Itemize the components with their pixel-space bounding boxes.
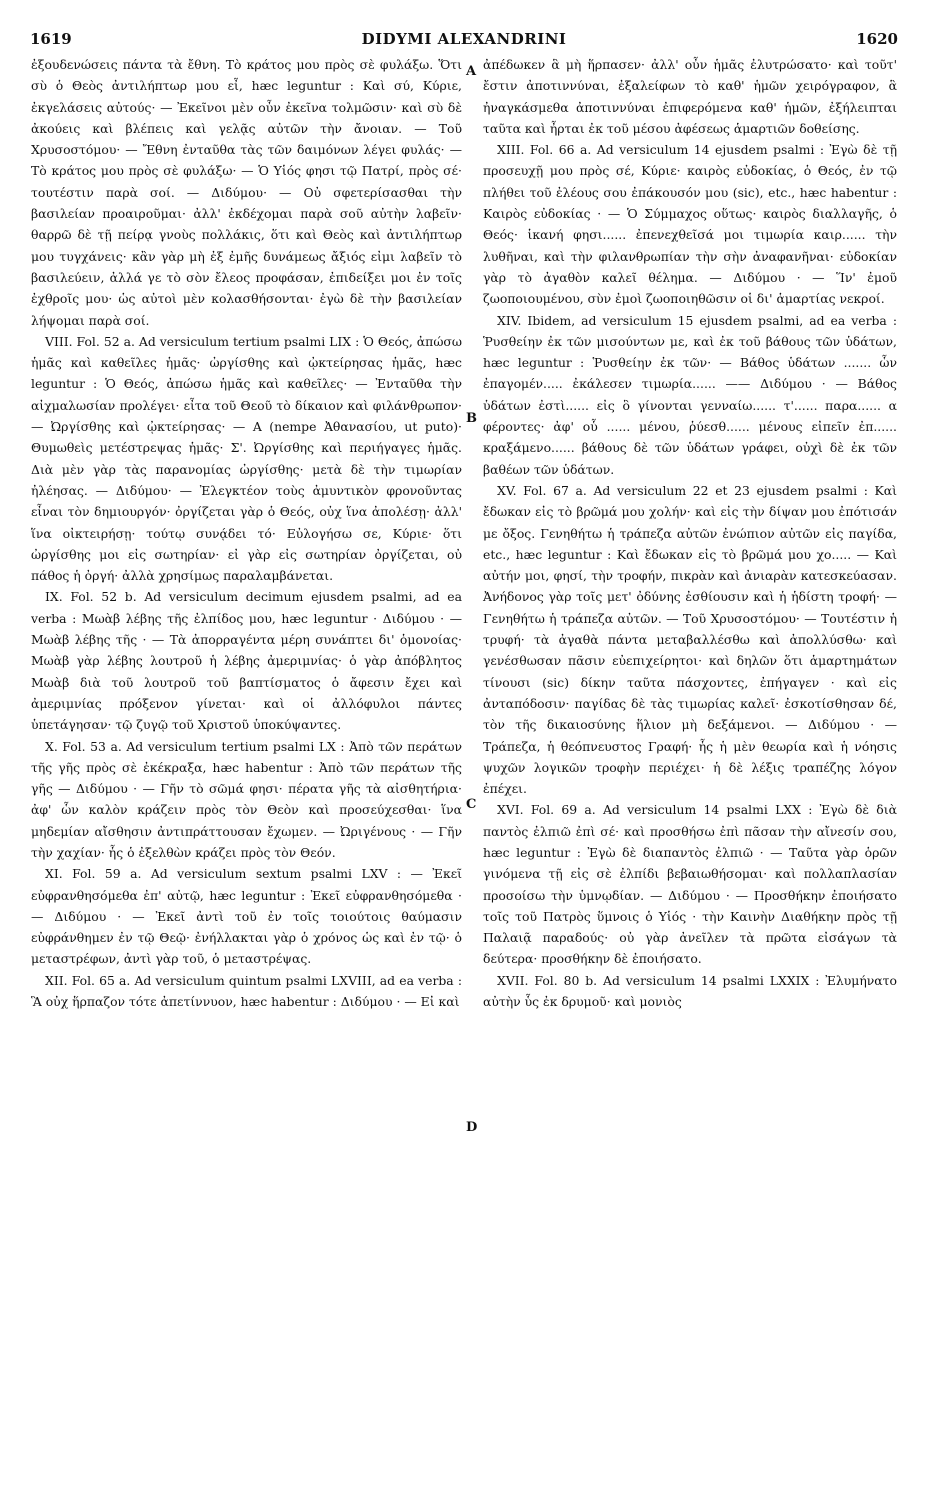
section-xi: XI. Fol. 59 a. Ad versiculum sextum psalmi LXV : — Ἐκεῖ εὐφρανθησόμεθα ἐπ' αὐτῷ, hæc leguntur : Ἐκεῖ εὐφρανθησόμεθα · — Διδύμου · — Ἐκεῖ ἀντὶ τοῦ ἐν τοῖς τοιούτοις θαύμασιν εὐφράνθημεν ἐν τῷ Θεῷ· ἐνήλλακται γὰρ ὁ χρόνος ὡς καὶ ἐν τῷ· ὁ μεταστρέφων, ἀντὶ γὰρ τοῦ, ὁ μεταστρέψας. <box>31 866 462 967</box>
margin-letter-c: C <box>466 797 477 812</box>
section-xiii: XIII. Fol. 66 a. Ad versiculum 14 ejusdem psalmi : Ἐγὼ δὲ τῇ προσευχῇ μου πρὸς σέ, Κύριε· καιρὸς εὐδοκίας, ὁ Θεός, ἐν τῷ πλήθει τοῦ ἐλέους σου ἐπάκουσόν μου (sic), etc., hæc habentur : Καιρὸς εὐδοκίας · — Ὁ Σύμμαχος οὕτως· καιρὸς διαλλαγῆς, ὁ Θεός· ἱκανή φησι...... ἐπενεχθεῖσά μοι τιμωρία καιρ...... τὴν λυθῆναι, καὶ τὴν φιλανθρωπίαν τὴν σὴν ἀναφανῆναι· εὐδοκίαν γὰρ τὸ ἀγαθὸν καλεῖ θέλημα. — Διδύμου · — Ἵν' ἐμοῦ ζωοποιουμένου, σὺν ἐμοὶ ζωοποιηθῶσιν οἱ δι' ἁμαρτίας νεκροί. <box>483 142 897 307</box>
section-ix: IX. Fol. 52 b. Ad versiculum decimum ejusdem psalmi, ad ea verba : Μωὰβ λέβης τῆς ἐλπίδος μου, hæc leguntur · Διδύμου · — Μωὰβ λέβης τῆς · — Τὰ ἀπορραγέντα μέρη συνάπτει δι' ὁμονοίας· Μωὰβ γὰρ λέβης λουτροῦ ἡ λέβης ἀμεριμνίας· ὁ γὰρ ἀπόβλητος Μωὰβ διὰ τοῦ λουτροῦ τοῦ βαπτίσματος ὁ ἄφεσιν ἔχει καὶ ἀμεριμνίας πρόξενον γίνεται· καὶ οἱ ἀλλόφυλοι πάντες ὑπετάγησαν· τῷ ζυγῷ τοῦ Χριστοῦ ὑποκύψαντες. <box>31 589 462 733</box>
text-paragraph: ἀπέδωκεν ἃ μὴ ἥρπασεν· ἀλλ' οὖν ἡμᾶς ἐλυτρώσατο· καὶ τοῦτ' ἔστιν ἀποτιννύναι, ἐξαλείφων τὸ καθ' ἡμῶν χειρόγραφον, ἃ ἠναγκάσμεθα ἀποτιννύναι ἐπιφερόμενα καθ' ἡμῶν, ἐξήλειπται ταῦτα καὶ ἦρται ἐκ τοῦ μέσου ἀφέσεως ἁμαρτιῶν δοθείσης. <box>483 57 897 136</box>
margin-letter-d: D <box>466 1120 478 1135</box>
running-title: DIDYMI ALEXANDRINI <box>361 30 567 48</box>
section-xii: XII. Fol. 65 a. Ad versiculum quintum psalmi LXVIII, ad ea verba : Ἃ οὐχ ἥρπαζον τότε ἀπετίννυον, hæc habentur : Διδύμου · — Εἰ καὶ <box>31 972 462 1010</box>
section-xv: XV. Fol. 67 a. Ad versiculum 22 et 23 ejusdem psalmi : Καὶ ἔδωκαν εἰς τὸ βρῶμά μου χολήν· καὶ εἰς τὴν δίψαν μου ἐπότισάν με ὄξος. Γενηθήτω ἡ τράπεζα αὐτῶν ἐνώπιον αὐτῶν εἰς παγίδα, etc., hæc leguntur : Καὶ ἔδωκαν εἰς τὸ βρῶμά μου χο..... — Καὶ αὐτήν μοι, φησί, τὴν τροφήν, πικρὰν καὶ ἀνιαρὰν κατεσκεύασαν. Ἀνήδονος γὰρ τοῖς μετ' ὀδύνης ἐσθίουσιν καὶ ἡ ἡδίστη τροφή· — Γενηθήτω ἡ τράπεζα αὐτῶν. — Τοῦ Χρυσοστόμου· — Τουτέστιν ἡ τρυφή· τὰ ἀγαθὰ πάντα μεταβαλλέσθω καὶ ἀπολλύσθω· καὶ γενέσθωσαν πᾶσιν εὐεπιχείρητοι· καὶ δηλῶν ὅτι ἁμαρτημάτων τίνουσι (sic) δίκην ταῦτα πάσχοντες, ἐπήγαγεν · καὶ εἰς ἀνταπόδοσιν· παγίδας δὲ τὰς τιμωρίας καλεῖ· ἐσκοτίσθησαν δέ, τὸν τῆς δικαιοσύνης ἥλιον μὴ δεξάμενοι. — Διδύμου · — Τράπεζα, ἡ θεόπνευστος Γραφή· ἧς ἡ μὲν θεωρία καὶ ἡ νόησις ψυχῶν λογικῶν τροφὴν περιέχει· ἡ δὲ λέξις τραπέζης λόγον ἐπέχει. <box>483 482 897 797</box>
margin-letter-b: B <box>466 411 477 426</box>
right-column <box>483 54 897 1012</box>
text-paragraph: ἐξουδενώσεις πάντα τὰ ἔθνη. Τὸ κράτος μου πρὸς σὲ φυλάξω. Ὅτι σὺ ὁ Θεὸς ἀντιλήπτωρ μου εἶ, hæc leguntur : Καὶ σύ, Κύριε, ἐκγελάσεις αὐτούς· — Ἐκεῖνοι μὲν οὖν ἐκεῖνα τολμῶσιν· καὶ σὺ δὲ ἀκούεις καὶ βλέπεις καὶ γελᾷς αὐτῶν τὴν ἄνοιαν. — Τοῦ Χρυσοστόμου· — Ἔθνη ἐνταῦθα τὰς τῶν δαιμόνων λέγει φυλάς· — Τὸ κράτος μου πρὸς σὲ φυλάξω· — Ὁ Υἱός φησι τῷ Πατρί, πρὸς σέ· τουτέστιν παρὰ σοί. — Διδύμου· — Οὐ σφετερίσασθαι τὴν βασιλείαν προαιροῦμαι· ἀλλ' ἐκδέχομαι παρὰ σοῦ αὐτὴν λαβεῖν· θαρρῶ δὲ τῇ πείρᾳ γνοὺς πολλάκις, ὅτι καὶ Θεὸς καὶ ἀντιλήπτωρ μου τυγχάνεις· κἂν γὰρ μὴ ἐξ ἐμῆς δυνάμεως ἄξιός εἰμι λαβεῖν τὸ βασιλεύειν, ἀλλά γε τὸ σὸν ἔλεος προφάσαν, ἐπιδείξει μοι ἐν τοῖς ἐχθροῖς μου· ὡς αὐτοὶ μὲν κολασθήσονται· ἐγὼ δὲ τὴν βασιλείαν λήψομαι παρὰ σοί. <box>31 57 462 328</box>
page-number-right: 1620 <box>856 30 898 48</box>
page-number-left: 1619 <box>30 30 72 48</box>
section-viii: VIII. Fol. 52 a. Ad versiculum tertium psalmi LIX : Ὁ Θεός, ἀπώσω ἡμᾶς καὶ καθεῖλες ἡμᾶς· ὠργίσθης καὶ ᾠκτείρησας ἡμᾶς, hæc leguntur : Ὁ Θεός, ἀπώσω ἡμᾶς καὶ καθεῖλες· — Ἐνταῦθα τὴν αἰχμαλωσίαν προλέγει· εἶτα τοῦ Θεοῦ τὸ δίκαιον καὶ φιλάνθρωπον· — Ὠργίσθης καὶ ᾠκτείρησας· — Α (nempe Ἀθανασίου, ut puto)· Θυμωθεὶς μετέστρεψας ἡμᾶς· Σ'. Ὠργίσθης καὶ περιήγαγες ἡμᾶς. Διὰ μὲν γὰρ τὰς παρανομίας ὠργίσθης· μετὰ δὲ τὴν τιμωρίαν ἠλέησας. — Διδύμου· — Ἐλεγκτέον τοὺς ἀμυντικὸν φρονοῦντας εἶναι τὸν δημιουργόν· ὀργίζεται γὰρ ὁ Θεός, οὐχ ἵνα ἀπολέσῃ· ἀλλ' ἵνα οἰκτειρήσῃ· τούτῳ συνᾴδει τό· Εὐλογήσω σε, Κύριε· ὅτι ὠργίσθης μοι εἰς σωτηρίαν· εἰ γὰρ εἰς σωτηρίαν ὀργίζεται, οὐ πάθος ἡ ὀργή· ἀλλὰ χρησίμως παραλαμβάνεται. <box>31 333 462 584</box>
section-x: X. Fol. 53 a. Ad versiculum tertium psalmi LX : Ἀπὸ τῶν περάτων τῆς γῆς πρὸς σὲ ἐκέκραξα, hæc habentur : Ἀπὸ τῶν περάτων τῆς γῆς — Διδύμου · — Γῆν τὸ σῶμά φησι· πέρατα γῆς τὰ αἰσθητήρια· ἀφ' ὧν καλὸν κράζειν πρὸς τὸν Θεὸν καὶ προσεύχεσθαι· ἵνα μηδεμίαν αἴσθησιν ἀντιπράττουσαν ἔχωμεν. — Ὠριγένους · — Γῆν τὴν χαχίαν· ἧς ὁ ἐξελθὼν κράζει πρὸς τὸν Θεόν. <box>31 738 462 860</box>
page-header <box>30 30 898 52</box>
section-xiv: XIV. Ibidem, ad versiculum 15 ejusdem psalmi, ad ea verba : Ῥυσθείην ἐκ τῶν μισούντων με, καὶ ἐκ τοῦ βάθους τῶν ὑδάτων, hæc leguntur : Ῥυσθείην ἐκ τῶν· — Βάθος ὑδάτων ....... ὧν ἐπαγομέν..... ἐκάλεσεν τιμωρία...... —— Διδύμου · — Βάθος ὑδάτων ἐστὶ...... εἰς ὃ γίνονται γενναίω...... τ'...... παρα...... α φέροντες· ἀφ' οὗ ...... μένου, ῥύεσθ...... μένους εἰπεῖν ἐπ...... κραξάμενο...... βάθους δὲ τῶν ὑδάτων γράφει, οὐχὶ δὲ ἐκ τῶν βαθέων τῶν ὑδάτων. <box>483 312 897 477</box>
section-xvii: XVII. Fol. 80 b. Ad versiculum 14 psalmi LXXIX : Ἐλυμήνατο αὐτὴν ὗς ἐκ δρυμοῦ· καὶ μονιὸς <box>483 972 897 1010</box>
left-column <box>31 54 462 1012</box>
section-xvi: XVI. Fol. 69 a. Ad versiculum 14 psalmi LXX : Ἐγὼ δὲ διὰ παντὸς ἐλπιῶ ἐπὶ σέ· καὶ προσθήσω ἐπὶ πᾶσαν τὴν αἴνεσίν σου, hæc leguntur : Ἐγὼ δὲ διαπαντὸς ἐλπιῶ · — Ταῦτα γὰρ ὁρῶν γινόμενα τῇ εἰς σὲ ἐλπίδι βεβαιωθήσομαι· καὶ πολλαπλασίαν προσοίσω τὴν ὑμνῳδίαν. — Διδύμου · — Προσθήκην ἐποιήσατο τοῖς τοῦ Πατρὸς ὕμνοις ὁ Υἱός · τὴν Καινὴν Διαθήκην πρὸς τῇ Παλαιᾷ παραδούς· οὐ γὰρ ἀνεῖλεν τὰ πρῶτα εἰσάγων τὰ δεύτερα· προσθήκην δὲ ἐποιήσατο. <box>483 802 897 967</box>
margin-letter-a: A <box>466 64 477 79</box>
